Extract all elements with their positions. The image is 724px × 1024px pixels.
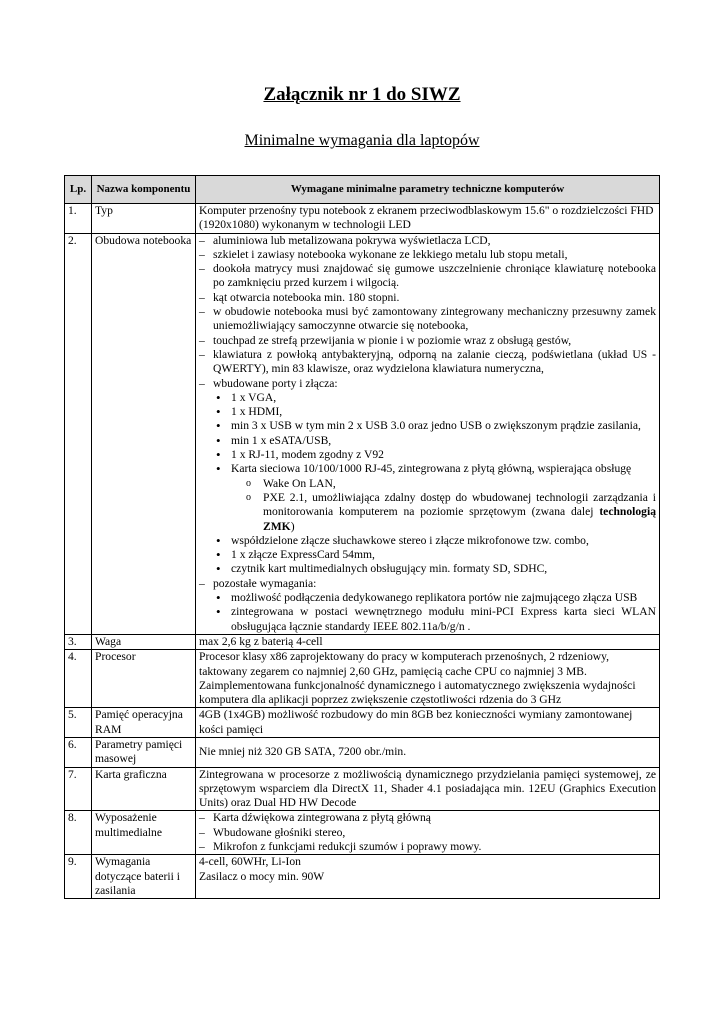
component-requirements: max 2,6 kg z baterią 4-cell bbox=[196, 634, 660, 649]
row-number: 4. bbox=[65, 650, 92, 708]
list-item: – aluminiowa lub metalizowana pokrywa wyświetlacza LCD, bbox=[199, 234, 656, 248]
row-number: 5. bbox=[65, 708, 92, 738]
list-item: – Mikrofon z funkcjami redukcji szumów i poprawy mowy. bbox=[199, 840, 656, 854]
list-item: – szkielet i zawiasy notebooka wykonane ze lekkiego metalu lub stopu metali, bbox=[199, 248, 656, 262]
row-number: 9. bbox=[65, 855, 92, 899]
list-item: – w obudowie notebooka musi być zamontowany zintegrowany mechaniczny przesuwny zamek uniemożliwiający samoczynne otwarcie się notebooka, bbox=[199, 305, 656, 334]
table-row bbox=[65, 737, 660, 767]
component-requirements: Komputer przenośny typu notebook z ekranem przeciwodblaskowym 15.6" o rozdzielczości FHD (1920x1080) wykonanym w technologii LED bbox=[196, 204, 660, 234]
table-row bbox=[65, 233, 660, 634]
list-item: – touchpad ze strefą przewijania w pionie i w poziomie wraz z obsługą gestów, bbox=[199, 334, 656, 348]
list-item: o Wake On LAN, bbox=[243, 477, 656, 491]
document-title: Załącznik nr 1 do SIWZ bbox=[263, 84, 461, 105]
list-item: • min 3 x USB w tym min 2 x USB 3.0 oraz jedno USB o zwiększonym prądzie zasilania, bbox=[213, 419, 656, 433]
table-header-row bbox=[65, 176, 660, 204]
component-requirements: Procesor klasy x86 zaprojektowany do pracy w komputerach przenośnych, 2 rdzeniowy, taktowany zegarem co najmniej 2,60 GHz, pamięcią cache CPU co najmniej 3 MB. Zaimplementowana funkcjonalność dynamicznego i automatycznego zwiększenia wydajności komputera dla aplikacji poprzez zwiększenie częstotliwości rdzenia do 3 GHz bbox=[196, 650, 660, 708]
component-requirements: 4GB (1x4GB) możliwość rozbudowy do min 8GB bez konieczności wymiany zamontowanej kości pamięci bbox=[196, 708, 660, 738]
component-requirements: Zintegrowana w procesorze z możliwością dynamicznego przydzielania pamięci systemowej, ze sprzętowym wsparciem dla DirectX 11, Shader 4.1 posiadająca min. 12EU (Graphics Execution Units) oraz Dual HD HW Decode bbox=[196, 767, 660, 811]
table-row bbox=[65, 204, 660, 234]
component-name: Parametry pamięci masowej bbox=[92, 737, 196, 767]
component-name: Obudowa notebooka bbox=[92, 233, 196, 634]
list-item: • min 1 x eSATA/USB, bbox=[213, 434, 656, 448]
table-row bbox=[65, 650, 660, 708]
list-item: – klawiatura z powłoką antybakteryjną, odporną na zalanie cieczą, podświetlana (układ US -QWERTY), min 83 klawisze, oraz wydzielona klawiatura numeryczna, bbox=[199, 348, 656, 377]
row-number: 7. bbox=[65, 767, 92, 811]
pxe-text-end: ) bbox=[290, 519, 295, 533]
component-name: Pamięć operacyjna RAM bbox=[92, 708, 196, 738]
header-parameters: Wymagane minimalne parametry techniczne komputerów bbox=[196, 176, 660, 204]
ports-label: wbudowane porty i złącza: bbox=[213, 376, 338, 390]
list-item: • 1 x HDMI, bbox=[213, 405, 656, 419]
list-item: • współdzielone złącze słuchawkowe stereo i złącze mikrofonowe tzw. combo, bbox=[213, 534, 656, 548]
zmk-term: technologią ZMK bbox=[263, 505, 656, 533]
list-item: • czytnik kart multimedialnych obsługujący min. formaty SD, SDHC, bbox=[213, 562, 656, 576]
row-number: 6. bbox=[65, 737, 92, 767]
power-supply-line: Zasilacz o mocy min. 90W bbox=[199, 869, 325, 883]
list-item: – pozostałe wymagania: bbox=[199, 577, 656, 591]
component-name: Karta graficzna bbox=[92, 767, 196, 811]
list-item bbox=[199, 377, 656, 391]
table-row bbox=[65, 708, 660, 738]
pxe-text: PXE 2.1, umożliwiająca zdalny dostęp do wbudowanej technologii zarządzania i monitorowania komputerem na poziomie sprzętowym (zwana dalej bbox=[263, 490, 656, 519]
component-name: Typ bbox=[92, 204, 196, 234]
component-name: Procesor bbox=[92, 650, 196, 708]
row-number: 1. bbox=[65, 204, 92, 234]
list-item: – Karta dźwiękowa zintegrowana z płytą główną bbox=[199, 811, 656, 825]
table-row bbox=[65, 767, 660, 811]
component-requirements bbox=[196, 855, 660, 899]
battery-line: 4-cell, 60WHr, Li-Ion bbox=[199, 855, 301, 869]
component-requirements bbox=[196, 233, 660, 634]
table-row bbox=[65, 634, 660, 649]
list-item: • 1 x VGA, bbox=[213, 391, 656, 405]
list-item: • 1 x RJ-11, modem zgodny z V92 bbox=[213, 448, 656, 462]
list-item bbox=[243, 491, 656, 534]
row-number: 2. bbox=[65, 233, 92, 634]
list-item: – dookoła matrycy musi znajdować się gumowe uszczelnienie chroniące klawiaturę notebooka po zamknięciu przed kurzem i wilgocią. bbox=[199, 262, 656, 291]
list-item: – kąt otwarcia notebooka min. 180 stopni. bbox=[199, 291, 656, 305]
table-row bbox=[65, 811, 660, 855]
network-card-text: Karta sieciowa 10/100/1000 RJ-45, zintegrowana z płytą główną, wspierająca obsługę bbox=[231, 462, 632, 476]
header-lp: Lp. bbox=[65, 176, 92, 204]
row-number: 3. bbox=[65, 634, 92, 649]
list-item: • 1 x złącze ExpressCard 54mm, bbox=[213, 548, 656, 562]
component-name: Waga bbox=[92, 634, 196, 649]
list-item: • możliwość podłączenia dedykowanego replikatora portów nie zajmującego złącza USB bbox=[213, 591, 656, 605]
component-name: Wyposażenie multimedialne bbox=[92, 811, 196, 855]
row-number: 8. bbox=[65, 811, 92, 855]
list-item: – Wbudowane głośniki stereo, bbox=[199, 826, 656, 840]
header-component: Nazwa komponentu bbox=[92, 176, 196, 204]
table-row bbox=[65, 855, 660, 899]
requirements-table bbox=[64, 175, 660, 899]
document-subtitle: Minimalne wymagania dla laptopów bbox=[244, 132, 480, 149]
list-item bbox=[213, 462, 656, 533]
component-requirements: Nie mniej niż 320 GB SATA, 7200 obr./min. bbox=[196, 737, 660, 767]
component-name: Wymagania dotyczące baterii i zasilania bbox=[92, 855, 196, 899]
component-requirements bbox=[196, 811, 660, 855]
list-item: • zintegrowana w postaci wewnętrznego modułu mini-PCI Express karta sieci WLAN obsługująca łącznie standardy IEEE 802.11a/b/g/n . bbox=[213, 605, 656, 634]
